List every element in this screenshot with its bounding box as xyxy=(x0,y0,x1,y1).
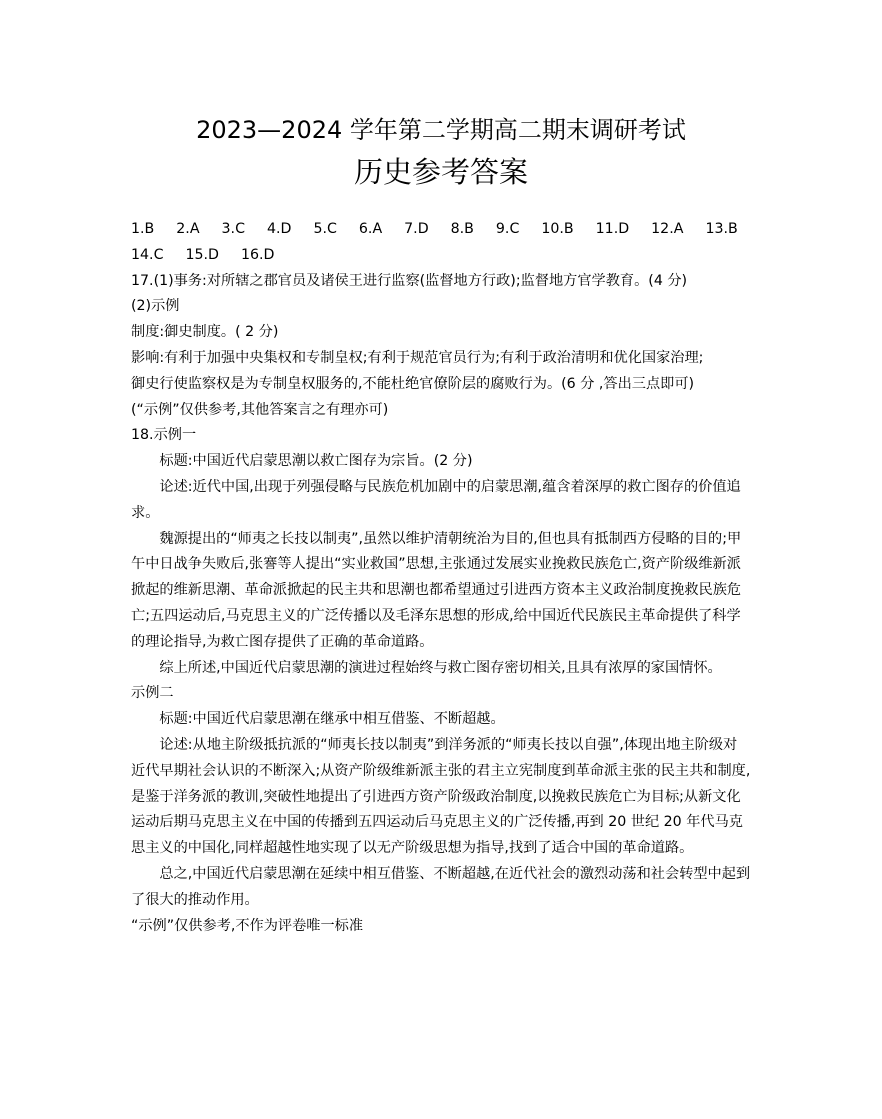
q17-impact-continued: 御史行使监察权是为专制皇权服务的,不能杜绝官僚阶层的腐败行为。(6 分 ,答出三点即可) xyxy=(131,375,695,392)
choice-answer: 11.D xyxy=(595,221,630,237)
q18-example1-conclusion: 综上所述,中国近代启蒙思潮的演进过程始终与救亡图存密切相关,且具有浓厚的家国情怀。 xyxy=(159,659,722,676)
q18-example2-argument: 论述:从地主阶级抵抗派的“师夷长技以制夷”到洋务派的“师夷长技以自强”,体现出地主阶级对近代早期社会认识的不断深入;从资产阶级维新派主张的君主立宪制度到革命派主张的民主共和制度,是鉴于洋务派的教训,突破性地提出了引进西方资产阶级政治制度,以挽救民族危亡为目标;从新文化运动后期马克思主义在中国的传播到五四运动后马克思主义的广泛传播,再到 20 世纪 20 年代马克思主义的中国化,同样超越性地实现了以无产阶级思想为指导,找到了适合中国的革命道路。 xyxy=(131,736,751,857)
q17-impact: 影响:有利于加强中央集权和专制皇权;有利于规范官员行为;有利于政治清明和优化国家治理; xyxy=(131,349,704,366)
choice-answer: 3.C xyxy=(221,221,245,237)
q18-example1-heading: 18.示例一 xyxy=(131,427,197,444)
q18-example2-conclusion: 总之,中国近代启蒙思潮在延续中相互借鉴、不断超越,在近代社会的激烈动荡和社会转型中起到了很大的推动作用。 xyxy=(131,865,751,908)
q18-example2-title: 标题:中国近代启蒙思潮在继承中相互借鉴、不断超越。 xyxy=(159,711,505,728)
choice-answer: 8.B xyxy=(450,221,474,237)
choice-answer: 9.C xyxy=(495,221,520,237)
choice-answer-list xyxy=(131,217,751,269)
page-title: 历史参考答案 xyxy=(353,155,528,189)
q18-example2-heading: 示例二 xyxy=(131,685,174,702)
answer-content xyxy=(131,217,751,939)
q17-system: 制度:御史制度。( 2 分) xyxy=(131,324,279,341)
choice-answer: 7.D xyxy=(404,221,429,237)
choice-answer: 16.D xyxy=(240,246,275,263)
choice-answer: 14.C xyxy=(131,246,164,263)
choice-answer: 2.A xyxy=(176,221,200,237)
choice-answer: 5.C xyxy=(313,221,337,237)
choice-answer: 12.A xyxy=(651,221,684,237)
q18-example1-title: 标题:中国近代启蒙思潮以救亡图存为宗旨。(2 分) xyxy=(159,453,473,470)
choice-answer: 13.B xyxy=(705,221,738,237)
choice-answer: 15.D xyxy=(185,246,219,263)
q18-note: “示例”仅供参考,不作为评卷唯一标准 xyxy=(131,917,364,934)
choice-answer: 1.B xyxy=(131,221,155,237)
q17-part1: 17.(1)事务:对所辖之郡官员及诸侯王进行监察(监督地方行政);监督地方官学教育。(4 分) xyxy=(131,272,688,289)
choice-answer: 6.A xyxy=(358,221,383,237)
choice-answer: 4.D xyxy=(266,221,292,237)
q17-part2-label: (2)示例 xyxy=(131,298,180,315)
q18-example1-argument: 论述:近代中国,出现于列强侵略与民族危机加剧中的启蒙思潮,蕴含着深厚的救亡图存的价值追求。 xyxy=(131,478,741,521)
choice-answer: 10.B xyxy=(541,221,574,237)
q17-note: (“示例”仅供参考,其他答案言之有理亦可) xyxy=(131,401,389,418)
exam-title: 2023—2024 学年第二学期高二期末调研考试 xyxy=(196,116,686,144)
q18-example1-evidence: 魏源提出的“师夷之长技以制夷”,虽然以维护清朝统治为目的,但也具有抵制西方侵略的目的;甲午中日战争失败后,张謇等人提出“实业救国”思想,主张通过发展实业挽救民族危亡,资产阶级维新派掀起的维新思潮、革命派掀起的民主共和思潮也都希望通过引进西方资本主义政治制度挽救民族危亡;五四运动后,马克思主义的广泛传播以及毛泽东思想的形成,给中国近代民族民主革命提供了科学的理论指导,为救亡图存提供了正确的革命道路。 xyxy=(131,530,742,650)
